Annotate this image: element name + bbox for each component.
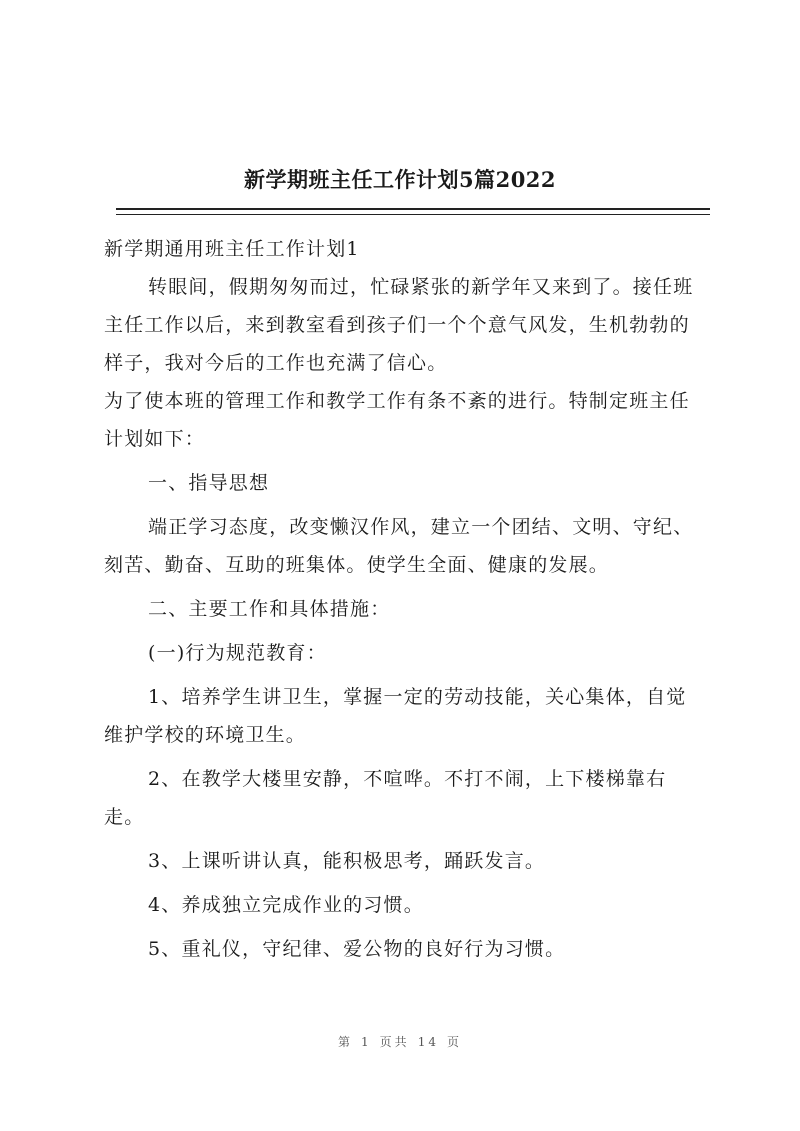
title-divider-thin	[116, 214, 710, 215]
list-item: 2、在教学大楼里安静，不喧哗。不打不闹，上下楼梯靠右走。	[104, 768, 667, 828]
list-item: 5、重礼仪，守纪律、爱公物的良好行为习惯。	[148, 938, 566, 960]
paragraph: 端正学习态度，改变懒汉作风，建立一个团结、文明、守纪、刻苦、勤奋、互助的班集体。使学生全面、健康的发展。	[104, 516, 694, 576]
subheading: 一、指导思想	[148, 472, 270, 494]
page-mid: 页共	[379, 1035, 410, 1049]
document-body	[104, 230, 704, 974]
subheading: (一)行为规范教育：	[148, 642, 327, 664]
page-number: 1	[361, 1035, 372, 1049]
list-item: 1、培养学生讲卫生，掌握一定的劳动技能，关心集体，自觉维护学校的环境卫生。	[104, 686, 687, 746]
paragraph: 转眼间，假期匆匆而过，忙碌紧张的新学年又来到了。接任班主任工作以后，来到教室看到孩子们一个个意气风发，生机勃勃的样子，我对今后的工作也充满了信心。	[104, 276, 694, 374]
section-heading: 新学期通用班主任工作计划1	[104, 238, 360, 260]
page-footer	[0, 1033, 800, 1050]
title-divider-thick	[116, 208, 710, 210]
page-prefix: 第	[338, 1035, 354, 1049]
list-item: 3、上课听讲认真，能积极思考，踊跃发言。	[148, 850, 546, 872]
total-pages: 14	[417, 1035, 439, 1049]
subheading: 二、主要工作和具体措施：	[148, 598, 391, 620]
paragraph: 为了使本班的管理工作和教学工作有条不紊的进行。特制定班主任计划如下：	[104, 390, 690, 450]
list-item: 4、养成独立完成作业的习惯。	[148, 894, 424, 916]
document-title: 新学期班主任工作计划5篇2022	[243, 167, 557, 192]
page-suffix: 页	[446, 1035, 462, 1049]
